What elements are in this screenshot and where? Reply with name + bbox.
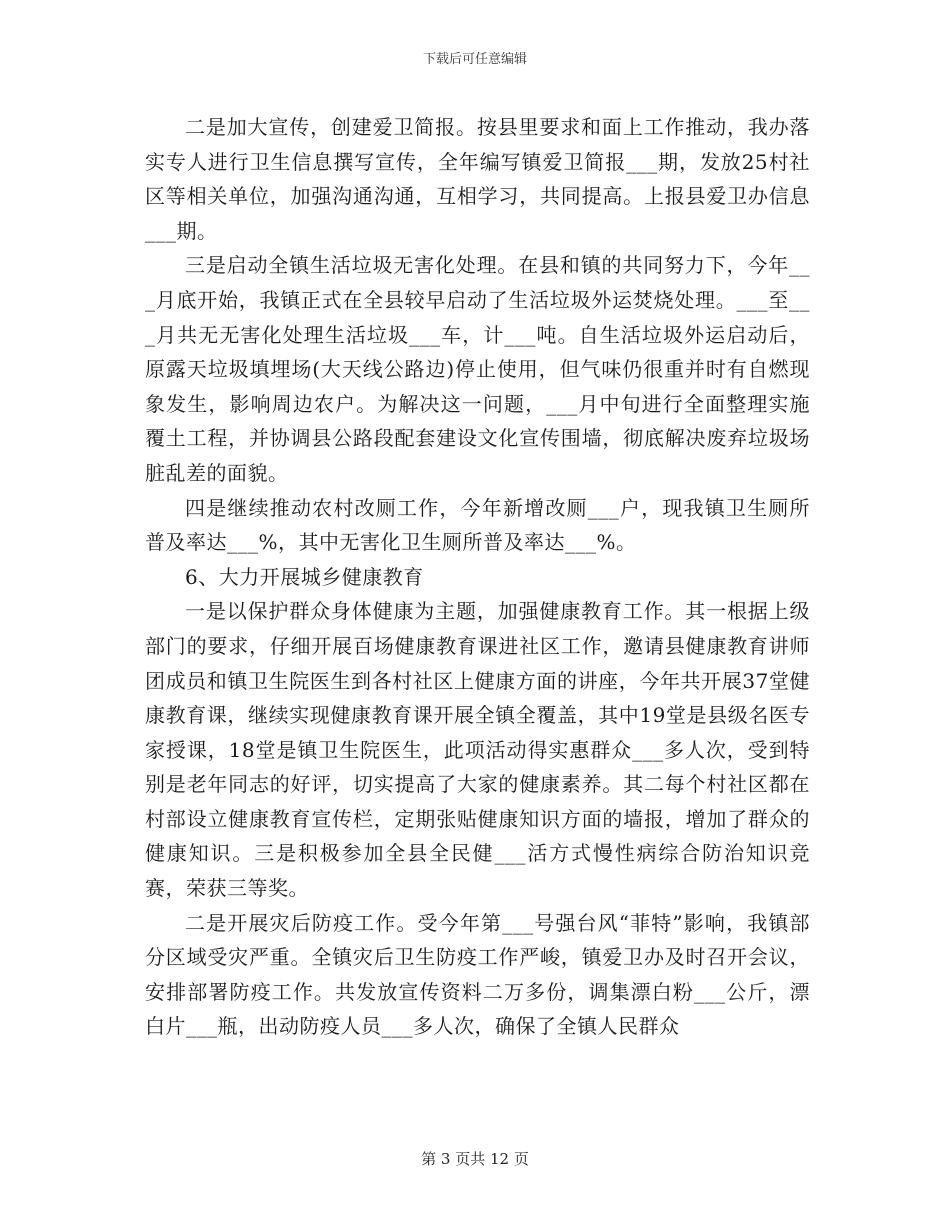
paragraph-health-education: 一是以保护群众身体健康为主题，加强健康教育工作。其一根据上级部门的要求，仔细开展百场健康教育课进社区工作，邀请县健康教育讲师团成员和镇卫生院医生到各村社区上健康方面的讲座，今年共开展37堂健康教育课，继续实现健康教育课开展全镇全覆盖，其中19堂是县级名医专家授课，18堂是镇卫生院医生，此项活动得实惠群众___多人次，受到特别是老年同志的好评，切实提高了大家的健康素养。其二每个村社区都在村部设立健康教育宣传栏，定期张贴健康知识方面的墙报，增加了群众的健康知识。三是积极参加全县全民健___活方式慢性病综合防治知识竞赛，荣获三等奖。	[145, 599, 810, 901]
paragraph-disaster-epidemic-prevention: 二是开展灾后防疫工作。受今年第___号强台风“菲特”影响，我镇部分区域受灾严重。全镇灾后卫生防疫工作严峻，镇爱卫办及时召开会议，安排部署防疫工作。共发放宣传资料二万多份，调集漂白粉___公斤，漂白片___瓶，出动防疫人员___多人次，确保了全镇人民群众	[145, 910, 810, 1039]
paragraph-toilet-renovation: 四是继续推动农村改厕工作，今年新增改厕___户，现我镇卫生厕所普及率达___%，其中无害化卫生厕所普及率达___%。	[145, 495, 810, 555]
paragraph-publicity: 二是加大宣传，创建爱卫简报。按县里要求和面上工作推动，我办落实专人进行卫生信息撰写宣传，全年编写镇爱卫简报___期，发放25村社区等相关单位，加强沟通沟通，互相学习，共同提高。上报县爱卫办信息___期。	[145, 115, 810, 243]
paragraph-garbage-treatment: 三是启动全镇生活垃圾无害化处理。在县和镇的共同努力下，今年___月底开始，我镇正式在全县较早启动了生活垃圾外运焚烧处理。___至___月共无无害化处理生活垃圾___车，计___吨。自生活垃圾外运启动后，原露天垃圾填埋场(大天线公路边)停止使用，但气味仍很重并时有自燃现象发生，影响周边农户。为解决这一问题，___月中旬进行全面整理实施覆土工程，并协调县公路段配套建设文化宣传围墙，彻底解决废弃垃圾场脏乱差的面貌。	[145, 253, 810, 485]
page-header: 下载后可任意编辑	[422, 52, 527, 67]
page-number: 第 3 页共 12 页	[421, 1150, 529, 1168]
document-body	[145, 110, 810, 1044]
section-heading-health-education: 6、大力开展城乡健康教育	[185, 564, 424, 589]
